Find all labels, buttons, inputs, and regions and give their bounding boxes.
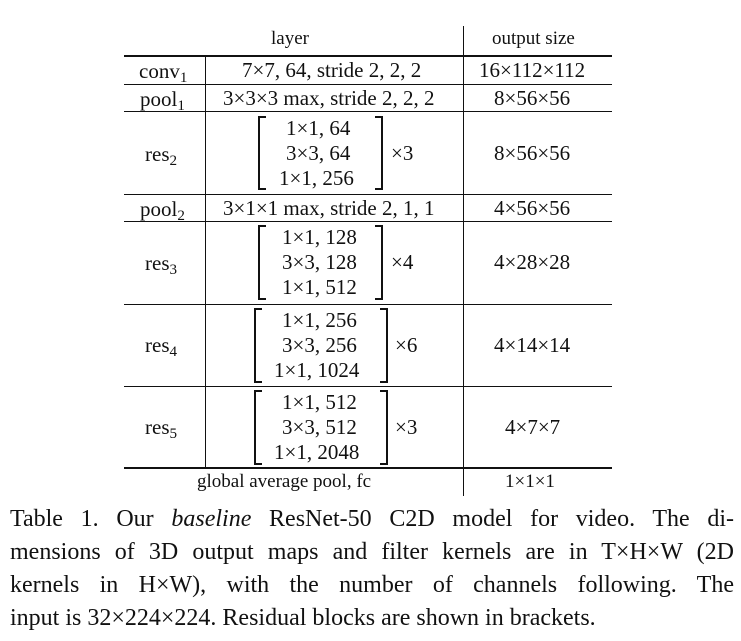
block-line: 3×3, 512 (282, 415, 357, 439)
right-bracket (375, 225, 383, 300)
block-multiplier: ×3 (395, 415, 418, 439)
caption-line: kernels in H×W), with the number of channels following. The (10, 572, 734, 598)
output-size: 4×14×14 (494, 333, 571, 357)
right-bracket (375, 116, 383, 190)
layer-name: res$_5$ (145, 415, 178, 442)
block-multiplier: ×6 (395, 333, 418, 357)
output-size: 4×28×28 (494, 250, 571, 274)
layer-name: pool$_2$ (140, 197, 185, 224)
layer-name: pool$_1$ (140, 87, 185, 114)
footer-output-size: 1×1×1 (505, 471, 555, 492)
layer-spec: 7×7, 64, stride 2, 2, 2 (242, 58, 422, 82)
caption-line: input is 32×224×224. Residual blocks are shown in brackets. (10, 605, 596, 631)
layer-name: res$_3$ (145, 251, 178, 278)
output-size: 4×56×56 (494, 196, 571, 220)
layer-spec: 3×3×3 max, stride 2, 2, 2 (223, 86, 435, 110)
output-size: 16×112×112 (479, 58, 586, 82)
block-line: 1×1, 128 (282, 225, 357, 249)
block-line: 3×3, 64 (286, 141, 351, 165)
block-line: 1×1, 512 (282, 390, 357, 414)
block-line: 1×1, 256 (282, 308, 357, 332)
block-line: 1×1, 1024 (274, 358, 360, 382)
right-bracket (380, 308, 388, 383)
footer-spec: global average pool, fc (197, 471, 372, 492)
block-line: 3×3, 256 (282, 333, 357, 357)
row-rule (124, 84, 612, 85)
layer-spec: 3×1×1 max, stride 2, 1, 1 (223, 196, 435, 220)
col-separator-right (463, 26, 464, 496)
col-separator-left (205, 56, 206, 467)
block-multiplier: ×3 (391, 141, 414, 165)
block-line: 1×1, 64 (286, 116, 351, 140)
block-line: 3×3, 128 (282, 250, 357, 274)
left-bracket (258, 225, 266, 300)
footer-rule (124, 467, 612, 469)
row-rule (124, 221, 612, 222)
right-bracket (380, 390, 388, 465)
row-rule (124, 111, 612, 112)
caption-line: mensions of 3D output maps and filter kernels are in T×H×W (2D (10, 539, 734, 565)
row-rule (124, 304, 612, 305)
left-bracket (258, 116, 266, 190)
header-output-size: output size (492, 28, 575, 49)
block-line: 1×1, 2048 (274, 440, 360, 464)
left-bracket (254, 390, 262, 465)
left-bracket (254, 308, 262, 383)
output-size: 4×7×7 (505, 415, 561, 439)
table-caption (10, 503, 734, 635)
header-rule (124, 55, 612, 57)
header-layer: layer (271, 28, 309, 49)
block-line: 1×1, 512 (282, 275, 357, 299)
layer-name: res$_4$ (145, 333, 178, 360)
row-rule (124, 386, 612, 387)
output-size: 8×56×56 (494, 86, 571, 110)
block-multiplier: ×4 (391, 250, 414, 274)
layer-name: conv$_1$ (139, 59, 188, 86)
block-line: 1×1, 256 (279, 166, 354, 190)
output-size: 8×56×56 (494, 141, 571, 165)
row-rule (124, 194, 612, 195)
caption-line: Table 1. Our baseline ResNet-50 C2D model for video. The di- (10, 506, 734, 532)
layer-name: res$_2$ (145, 142, 178, 169)
